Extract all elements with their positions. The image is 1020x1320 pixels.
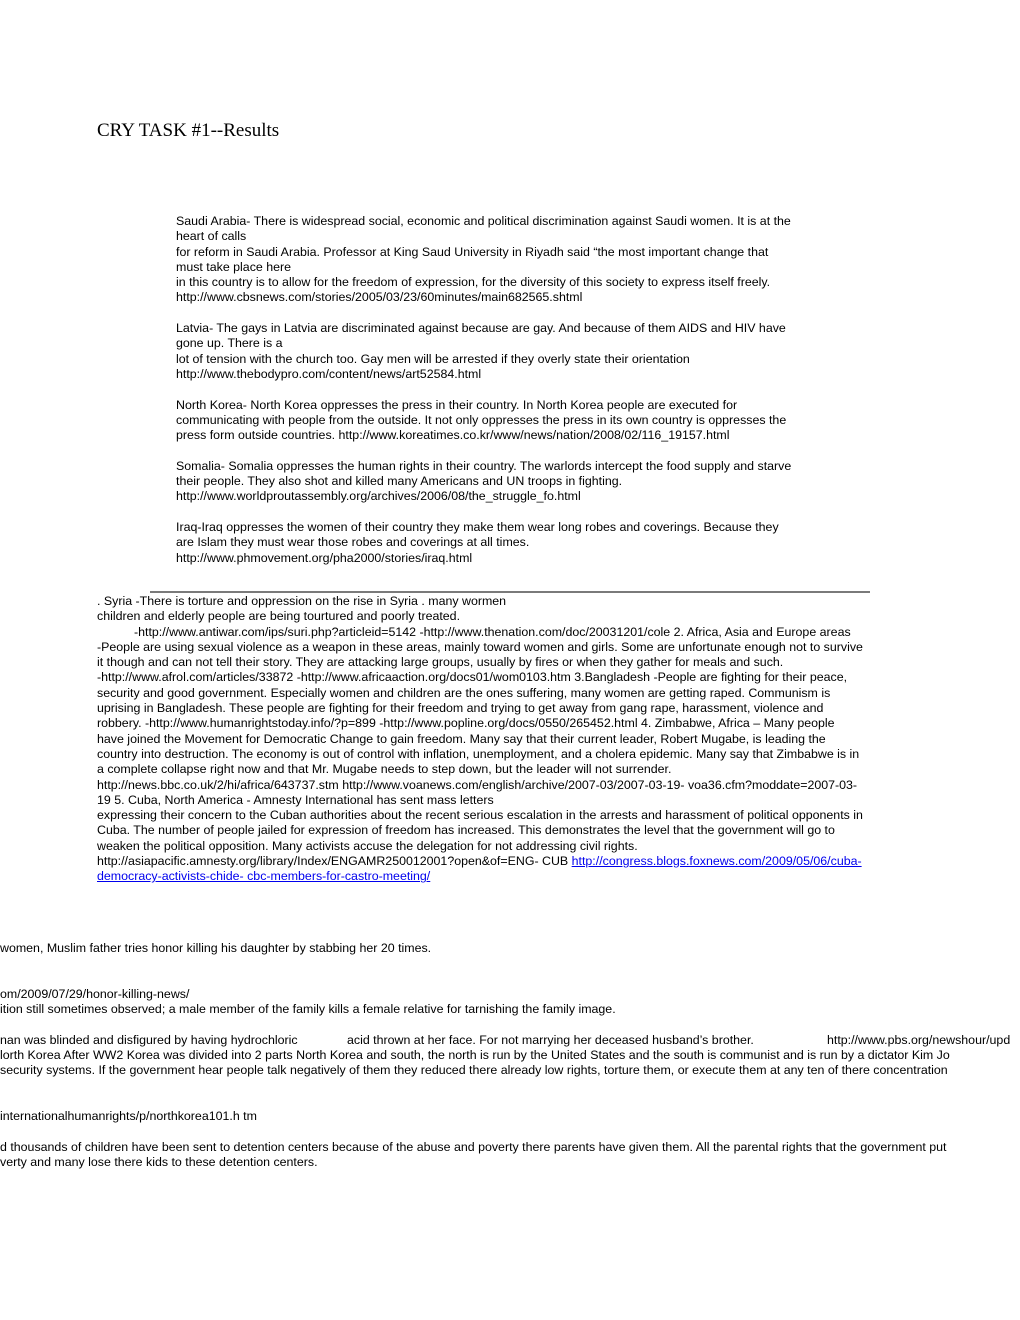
document-title: CRY TASK #1--Results: [97, 120, 280, 141]
text-line: Somalia- Somalia oppresses the human rights in their country. The warlords intercept the food supply and starve: [176, 458, 792, 473]
text-line: 19 5. Cuba, North America - Amnesty International has sent mass letters: [97, 792, 494, 807]
text-line: Latvia- The gays in Latvia are discriminated against because are gay. And because of them AIDS and HIV have: [176, 321, 786, 336]
text-line: gone up. There is a: [176, 336, 283, 351]
text-line: robbery. -http://www.humanrightstoday.info/?p=899 -http://www.popline.org/docs/0550/265452.html 4. Zimbabwe, Africa – Many people: [97, 716, 835, 731]
text-line: Cuba. The number of people jailed for expression of freedom has increased. This demonstrates the level that the government will go to: [97, 823, 835, 838]
text-line: have joined the Movement for Democratic Change to gain freedom. Many say that their current leader, Robert Mugabe, is leading the: [97, 731, 826, 746]
text-line: in this country is to allow for the freedom of expression, for the diversity of this society to express itself freely.: [176, 275, 771, 290]
text-line: [97, 854, 927, 869]
cut-off-url: internationalhumanrights/p/northkorea101.h tm: [0, 1109, 257, 1123]
cut-off-url: http://www.pbs.org/newshour/upd: [827, 1033, 1011, 1047]
somalia-entry: [176, 459, 876, 505]
source-url: http://www.cbsnews.com/stories/2005/03/23/60minutes/main682565.shtml: [176, 290, 583, 305]
source-url: http://www.phmovement.org/pha2000/stories/iraq.html: [176, 550, 473, 565]
text-line: are Islam they must wear those robes and coverings at all times.: [176, 535, 530, 550]
cut-off-text-line: nan was blinded and disfigured by having hydrochloric: [0, 1033, 298, 1047]
text-line: heart of calls: [176, 229, 247, 244]
text-line: country into destruction. The economy is out of control with inflation, unemployment, and a cholera epidemic. Many say that Zimbabwe is in: [97, 746, 860, 761]
cut-off-text-line: d thousands of children have been sent to detention centers because of the abuse and poverty there parents have given them. All the parental rights that the government put: [0, 1140, 947, 1154]
cut-off-text-line: lorth Korea After WW2 Korea was divided into 2 parts North Korea and south, the north is run by the United States and the south is communist and is run by a dictator Kim Jo: [0, 1048, 950, 1062]
text-line: [97, 869, 927, 884]
cut-off-text-line: verty and many lose there kids to these detention centers.: [0, 1155, 318, 1169]
text-line: North Korea- North Korea oppresses the press in their country. In North Korea people are executed for: [176, 397, 738, 412]
text-line: -People are using sexual violence as a weapon in these areas, mainly toward women and girls. Some are unfortunate enough not to survive: [97, 639, 863, 654]
text-line: children and elderly people are being tourtured and poorly treated.: [97, 609, 461, 624]
text-line: uprising in Bangladesh. These people are fighting for their freedom and trying to get away from gang rape, harassment, violence and: [97, 701, 824, 716]
second-results-block: [97, 594, 927, 885]
text-line: Iraq-Iraq oppresses the women of their country they make them wear long robes and coverings. Because they: [176, 519, 779, 534]
text-line: -http://www.antiwar.com/ips/suri.php?articleid=5142 -http://www.thenation.com/doc/20031201/cole 2. Africa, Asia and Europe areas: [134, 624, 851, 639]
country-results-list: [176, 214, 876, 566]
text-line: weaken the political opposition. Many activists accuse the delegation for not addressing civil rights.: [97, 838, 638, 853]
cut-off-text-line: security systems. If the government hear people talk negatively of them they reduced there already low rights, torture them, or execute them at any ten of there concentration: [0, 1063, 948, 1077]
text-line: their people. They also shot and killed many Americans and UN troops in fighting.: [176, 474, 623, 489]
north-korea-entry: [176, 398, 876, 444]
horizontal-divider: [150, 591, 870, 593]
text-line: . Syria -There is torture and oppression on the rise in Syria . many wormen: [97, 594, 507, 608]
text-line: -http://www.afrol.com/articles/33872 -http://www.africaaction.org/docs01/wom0103.htm 3.Bangladesh -People are fighting for their peace,: [97, 670, 848, 685]
foxnews-link[interactable]: http://congress.blogs.foxnews.com/2009/05/06/cuba-: [571, 854, 862, 869]
text-line: for reform in Saudi Arabia. Professor at King Saud University in Riyadh said “the most important change that: [176, 244, 769, 259]
text-line: security and good government. Especially women and children are the ones suffering, many women are getting raped. Communism is: [97, 685, 831, 700]
text-line: communicating with people from the outside. It not only oppresses the press in its own country is oppresses the: [176, 412, 787, 427]
iraq-entry: [176, 520, 876, 566]
cut-off-text-line: ition still sometimes observed; a male member of the family kills a female relative for tarnishing the family image.: [0, 1002, 616, 1016]
foxnews-link-continued[interactable]: democracy-activists-chide- cbc-members-for-castro-meeting/: [97, 869, 431, 884]
text-line: a complete collapse right now and that Mr. Mugabe needs to step down, but the leader will not surrender.: [97, 762, 672, 777]
cut-off-url: om/2009/07/29/honor-killing-news/: [0, 987, 190, 1001]
source-url: http://www.thebodypro.com/content/news/art52584.html: [176, 366, 482, 381]
saudi-arabia-entry: [176, 214, 876, 306]
cut-off-text-line: acid thrown at her face. For not marrying her deceased husband’s brother.: [347, 1033, 754, 1047]
source-url: http://asiapacific.amnesty.org/library/Index/ENGAMR250012001?open&of=ENG- CUB: [97, 854, 572, 869]
text-line: lot of tension with the church too. Gay men will be arrested if they overly state their orientation: [176, 351, 690, 366]
text-line: it though and can not tell their story. They are attacking large groups, usually by fires or when they gather for meals and such.: [97, 655, 784, 670]
latvia-entry: [176, 321, 876, 382]
text-line: http://news.bbc.co.uk/2/hi/africa/643737.stm http://www.voanews.com/english/archive/2007-03/2007-03-19- voa36.cfm?moddate=2007-03-: [97, 777, 858, 792]
text-line: expressing their concern to the Cuban authorities about the recent serious escalation in the arrests and harassment of political opponents in: [97, 808, 863, 823]
text-line: Saudi Arabia- There is widespread social, economic and political discrimination against Saudi women. It is at the: [176, 214, 791, 228]
text-line: press form outside countries. http://www.koreatimes.co.kr/www/news/nation/2008/02/116_19157.html: [176, 428, 730, 443]
source-url: http://www.worldproutassembly.org/archives/2006/08/the_struggle_fo.html: [176, 489, 581, 504]
text-line: must take place here: [176, 259, 292, 274]
cut-off-text-line: women, Muslim father tries honor killing his daughter by stabbing her 20 times.: [0, 941, 432, 955]
